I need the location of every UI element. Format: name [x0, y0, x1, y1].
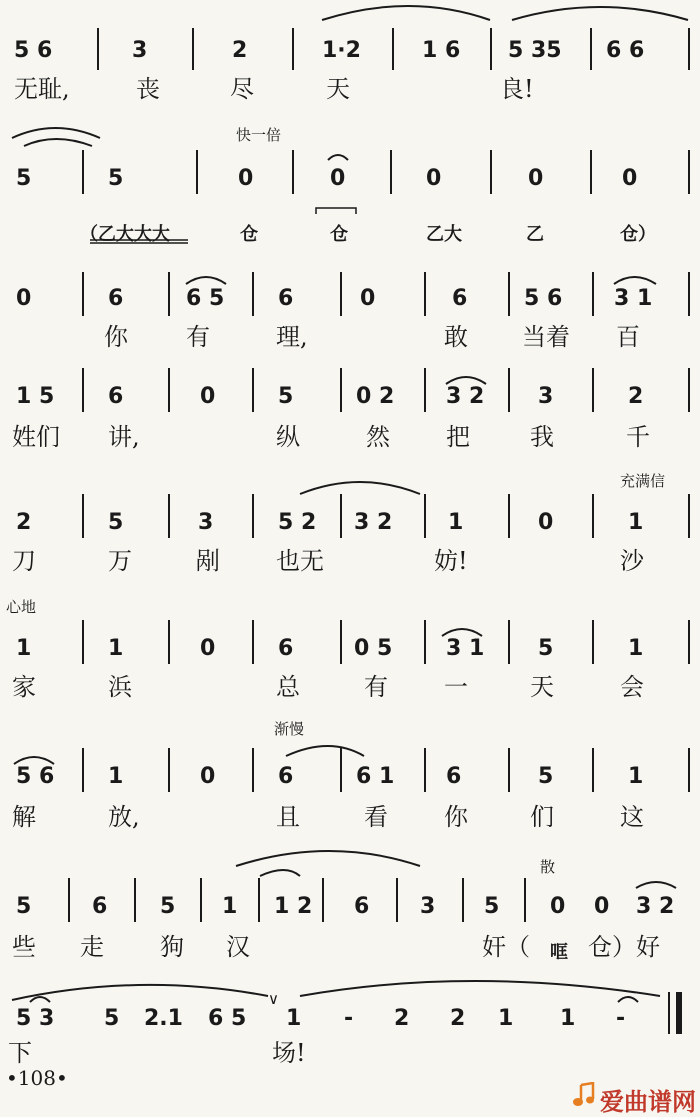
fermata-arc: [328, 155, 348, 160]
lyric: 刀: [12, 547, 36, 575]
barline: [82, 748, 84, 792]
lyric: 剐: [196, 547, 220, 575]
tempo-marking: 渐慢: [274, 720, 305, 738]
slur-arc: [236, 851, 420, 866]
barline: [462, 878, 464, 922]
note: 2: [16, 510, 32, 535]
lyric: 百: [616, 323, 640, 351]
percussion-text: 仓: [330, 224, 348, 245]
note: 1: [628, 636, 644, 661]
lyric: 当着: [522, 323, 570, 351]
lyric: 良!: [500, 75, 534, 103]
barline: [82, 272, 84, 316]
slur-arc: [260, 870, 300, 876]
note: 0: [622, 166, 638, 191]
note: 3: [198, 510, 214, 535]
note: 2: [394, 1006, 410, 1031]
barline: [688, 748, 690, 792]
note: 2: [450, 1006, 466, 1031]
lyric: 无耻,: [14, 75, 70, 103]
note: 3 2: [636, 894, 675, 919]
note: 5 6: [16, 764, 55, 789]
percussion-text: 哐: [550, 942, 568, 963]
barline: [396, 878, 398, 922]
note: 1: [16, 636, 32, 661]
note: 5 6: [524, 286, 563, 311]
percussion-text: （乙大大大: [80, 224, 170, 245]
lyric: 也无: [276, 547, 324, 575]
note: 6: [278, 764, 294, 789]
note: 2.1: [144, 1006, 183, 1031]
barline: [508, 368, 510, 412]
lyric: 总: [276, 673, 300, 701]
barline: [322, 878, 324, 922]
note: 6 5: [186, 286, 225, 311]
lyric: 然: [366, 423, 390, 451]
note: 0: [550, 894, 566, 919]
note: 6 5: [208, 1006, 247, 1031]
note: 1 2: [274, 894, 313, 919]
slur-arc: [300, 482, 420, 494]
breath-mark: ∨: [268, 990, 279, 1008]
note: 1 6: [422, 38, 461, 63]
barline: [168, 272, 170, 316]
lyric: 看: [364, 803, 388, 831]
expression-marking: 心地: [6, 598, 37, 616]
lyric: 浜: [108, 673, 132, 701]
barline: [258, 878, 260, 922]
lyric: 敢: [444, 323, 468, 351]
barline: [82, 368, 84, 412]
tempo-marking: 散: [540, 858, 556, 876]
lyric: 讲,: [108, 423, 140, 451]
note: 0: [594, 894, 610, 919]
note: -: [344, 1006, 354, 1031]
slur-arc: [12, 128, 100, 138]
note: 6: [446, 764, 462, 789]
lyric: 些: [12, 933, 36, 961]
slur-arc: [286, 746, 364, 756]
barline: [82, 150, 84, 194]
music-note-icon: [572, 1082, 596, 1108]
barline: [97, 28, 99, 70]
note: 1·2: [322, 38, 361, 63]
lyric: 纵: [276, 423, 300, 451]
note: 6 1: [356, 764, 395, 789]
note: 1: [108, 636, 124, 661]
lyric: 我: [530, 423, 554, 451]
note: 2: [232, 38, 248, 63]
barline: [688, 494, 690, 538]
note: 3 2: [354, 510, 393, 535]
slur-arc: [14, 757, 54, 764]
lyric: 会: [620, 673, 644, 701]
barline: [424, 494, 426, 538]
note: 6: [278, 636, 294, 661]
percussion-text: 乙大: [426, 224, 462, 245]
note: 0: [200, 384, 216, 409]
lyric: 天: [326, 75, 350, 103]
barline: [592, 494, 594, 538]
barline: [82, 494, 84, 538]
note: 3 1: [614, 286, 653, 311]
barline: [490, 150, 492, 194]
slur-arc: [186, 277, 226, 284]
barline: [508, 620, 510, 664]
lyric: 解: [12, 803, 36, 831]
slur-arc: [322, 6, 490, 20]
barline: [168, 620, 170, 664]
barline: [340, 620, 342, 664]
note: 6: [354, 894, 370, 919]
barline: [82, 620, 84, 664]
lyric: 尽: [230, 75, 254, 103]
barline: [390, 150, 392, 194]
note: 6: [108, 286, 124, 311]
slur-arc: [614, 277, 656, 284]
barline: [590, 150, 592, 194]
note: 1: [498, 1006, 514, 1031]
note: 3 2: [446, 384, 485, 409]
expression-marking: 充满信: [620, 472, 666, 490]
note: 0: [16, 286, 32, 311]
note: 0: [238, 166, 254, 191]
note: 0: [528, 166, 544, 191]
page-number: •108•: [6, 1066, 68, 1090]
barline: [392, 28, 394, 70]
final-barline-thin: [668, 992, 670, 1034]
note: 6: [452, 286, 468, 311]
barline: [292, 28, 294, 70]
slur-arc: [446, 377, 486, 384]
barline: [340, 494, 342, 538]
barline: [134, 878, 136, 922]
barline: [252, 272, 254, 316]
lyric: 下: [8, 1039, 32, 1067]
slur-arc: [512, 7, 688, 20]
lyric: 妨!: [434, 547, 468, 575]
slur-arc: [12, 985, 268, 1000]
lyric: 仓）好: [588, 933, 660, 961]
barline: [508, 748, 510, 792]
lyric: 一: [444, 673, 468, 701]
note: 5 2: [278, 510, 317, 535]
slur-arc: [442, 629, 482, 636]
lyric: 们: [530, 803, 554, 831]
slur-arc: [636, 882, 676, 888]
barline: [168, 368, 170, 412]
fermata-arc: [30, 997, 50, 1002]
note: 5: [278, 384, 294, 409]
lyric: 天: [530, 673, 554, 701]
lyric: 丧: [136, 75, 160, 103]
barline: [292, 150, 294, 194]
note: 5: [108, 166, 124, 191]
lyric: 奸（: [482, 933, 530, 961]
lyric: 把: [446, 423, 470, 451]
lyric: 沙: [620, 547, 644, 575]
note: 6 6: [606, 38, 645, 63]
note: 1: [560, 1006, 576, 1031]
barline: [424, 748, 426, 792]
barline: [688, 620, 690, 664]
percussion-text: 仓）: [620, 224, 656, 245]
note: 0: [330, 166, 346, 191]
note: 5: [16, 166, 32, 191]
barline: [524, 878, 526, 922]
barline: [592, 748, 594, 792]
note: 5 6: [14, 38, 53, 63]
note: 5: [538, 636, 554, 661]
barline: [168, 494, 170, 538]
lyric: 走: [80, 933, 104, 961]
note: 0: [538, 510, 554, 535]
note: 1: [286, 1006, 302, 1031]
barline: [200, 878, 202, 922]
lyric: 狗: [160, 933, 184, 961]
note: 6: [278, 286, 294, 311]
note: 0: [200, 636, 216, 661]
note: 5: [16, 894, 32, 919]
barline: [688, 272, 690, 316]
barline: [192, 28, 194, 70]
lyric: 场!: [272, 1039, 306, 1067]
tempo-marking: 快一倍: [236, 126, 282, 144]
barline: [196, 150, 198, 194]
fermata-arc: [618, 997, 638, 1002]
barline: [252, 620, 254, 664]
note: 5 35: [508, 38, 562, 63]
barline: [592, 368, 594, 412]
note: 6: [108, 384, 124, 409]
barline: [590, 28, 592, 70]
final-barline-thick: [676, 992, 682, 1034]
note: 6: [92, 894, 108, 919]
barline: [68, 878, 70, 922]
note: 0: [360, 286, 376, 311]
barline: [340, 368, 342, 412]
lyric: 理,: [276, 323, 308, 351]
note: 3: [538, 384, 554, 409]
barline: [340, 272, 342, 316]
lyric: 且: [276, 803, 300, 831]
barline: [424, 272, 426, 316]
lyric: 你: [444, 803, 468, 831]
lyric: 汉: [226, 933, 250, 961]
note: 5: [538, 764, 554, 789]
barline: [688, 150, 690, 194]
rest-bracket: [316, 208, 356, 214]
note: 1 5: [16, 384, 55, 409]
note: 5: [484, 894, 500, 919]
lyric: 放,: [108, 803, 140, 831]
percussion-text: 仓: [240, 224, 258, 245]
barline: [168, 748, 170, 792]
lyric: 有: [364, 673, 388, 701]
lyric: 家: [12, 673, 36, 701]
lyric: 姓们: [12, 423, 60, 451]
note: 1: [222, 894, 238, 919]
barline: [490, 28, 492, 70]
slur-arc: [300, 981, 660, 996]
note: 0: [200, 764, 216, 789]
barline: [424, 620, 426, 664]
barline: [592, 272, 594, 316]
note: 3 1: [446, 636, 485, 661]
note: 5: [104, 1006, 120, 1031]
lyric: 这: [620, 803, 644, 831]
note: 1: [628, 510, 644, 535]
note: 5 3: [16, 1006, 55, 1031]
barline: [688, 368, 690, 412]
note: 0 5: [354, 636, 393, 661]
barline: [340, 748, 342, 792]
barline: [592, 620, 594, 664]
barline: [508, 494, 510, 538]
barline: [252, 494, 254, 538]
note: 3: [132, 38, 148, 63]
lyric: 你: [104, 323, 128, 351]
lyric: 万: [108, 547, 132, 575]
barline: [424, 368, 426, 412]
note: 5: [108, 510, 124, 535]
note: 1: [108, 764, 124, 789]
lyric: 千: [626, 423, 650, 451]
note: 0: [426, 166, 442, 191]
note: 2: [628, 384, 644, 409]
barline: [252, 748, 254, 792]
lyric: 有: [186, 323, 210, 351]
note: 1: [628, 764, 644, 789]
barline: [688, 28, 690, 70]
note: 1: [448, 510, 464, 535]
note: 5: [160, 894, 176, 919]
watermark: 爱曲谱网: [600, 1088, 696, 1116]
percussion-text: 乙: [526, 224, 544, 245]
note: 3: [420, 894, 436, 919]
barline: [252, 368, 254, 412]
barline: [508, 272, 510, 316]
slur-arc: [24, 139, 92, 146]
note: 0 2: [356, 384, 395, 409]
note: -: [616, 1006, 626, 1031]
